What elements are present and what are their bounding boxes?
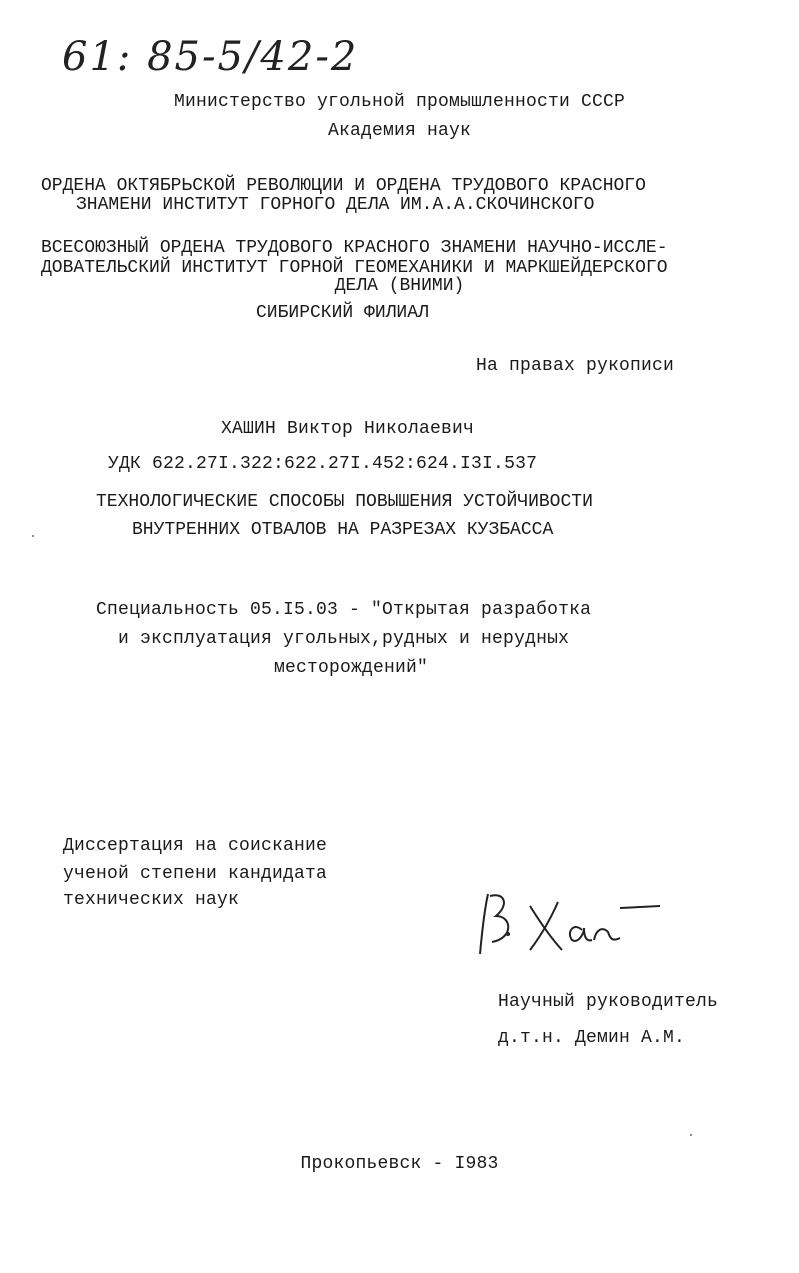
branch-line: СИБИРСКИЙ ФИЛИАЛ [256,303,429,323]
institute2-line3: ДЕЛА (ВНИМИ) [334,276,465,296]
thesis-title-line1: ТЕХНОЛОГИЧЕСКИЕ СПОСОБЫ ПОВЫШЕНИЯ УСТОЙЧИВОСТИ [96,492,593,512]
rights-notice: На правах рукописи [476,356,675,376]
specialty-line3: месторождений" [274,658,429,678]
scan-speck [32,535,34,537]
ministry-line: Министерство угольной промышленности СССР [173,92,626,112]
institute1-line1: ОРДЕНА ОКТЯБРЬСКОЙ РЕВОЛЮЦИИ И ОРДЕНА ТРУДОВОГО КРАСНОГО [41,176,646,196]
archive-code-handwritten: 61: 85-5/42-2 [62,34,359,80]
scan-speck [690,1134,692,1136]
specialty-line2: и эксплуатация угольных,рудных и нерудных [118,629,570,649]
udc-code: УДК 622.27I.322:622.27I.452:624.I3I.537 [108,454,538,474]
thesis-title-line2: ВНУТРЕННИХ ОТВАЛОВ НА РАЗРЕЗАХ КУЗБАССА [132,520,554,540]
dissertation-line1: Диссертация на соискание [63,836,328,856]
institute1-line2: ЗНАМЕНИ ИНСТИТУТ ГОРНОГО ДЕЛА ИМ.А.А.СКОЧИНСКОГО [76,195,595,215]
specialty-line1: Специальность 05.I5.03 - "Открытая разработка [96,600,592,620]
author-name: ХАШИН Виктор Николаевич [221,419,475,439]
city-year: Прокопьевск - I983 [300,1154,499,1174]
supervisor-name: д.т.н. Демин А.М. [498,1028,686,1048]
dissertation-line3: технических наук [63,890,240,910]
institute2-line2: ДОВАТЕЛЬСКИЙ ИНСТИТУТ ГОРНОЙ ГЕОМЕХАНИКИ И МАРКШЕЙДЕРСКОГО [41,258,668,278]
academy-line: Академия наук [327,121,472,141]
institute2-line1: ВСЕСОЮЗНЫЙ ОРДЕНА ТРУДОВОГО КРАСНОГО ЗНАМЕНИ НАУЧНО-ИССЛЕ- [41,238,668,258]
signature-image [470,882,670,962]
dissertation-line2: ученой степени кандидата [63,864,328,884]
supervisor-label: Научный руководитель [498,992,719,1012]
